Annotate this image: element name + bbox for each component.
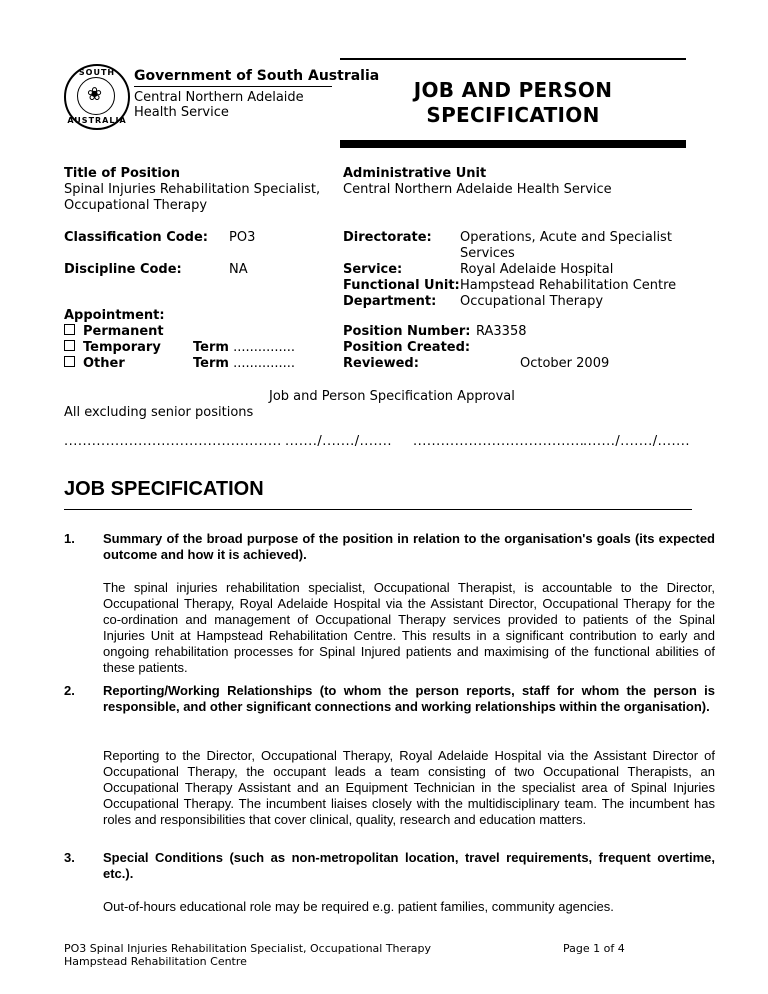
agency-line-1: Central Northern Adelaide [134, 90, 304, 105]
appointment-temporary[interactable] [64, 340, 161, 356]
other-checkbox[interactable] [64, 356, 75, 367]
position-title-block [64, 166, 320, 214]
other-label: Other [83, 356, 125, 371]
other-term-dots: ............... [233, 356, 296, 371]
document-title-line-2: SPECIFICATION [426, 103, 600, 127]
item-1-answer: The spinal injuries rehabilitation specialist, Occupational Therapist, is accountable to the Director, Occupational Therapy, Royal Adelaide Hospital via the Assistant Director, Occupational Therapy for the co-ordination and management of Occupational Therapy services provided to patients of the Spinal Injuries Unit at Hampstead Rehabilitation Centre. This results in a significant contribution to early and ongoing rehabilitation processes for Spinal Injured patients and maximising of the functional abilities of these patients. [103, 580, 715, 675]
approval-subheading: All excluding senior positions [64, 405, 254, 420]
footer-line-2: Hampstead Rehabilitation Centre [64, 955, 247, 968]
functional-unit-label: Functional Unit: [343, 278, 460, 293]
item-3-question: Special Conditions (such as non-metropolitan location, travel requirements, frequent overtime, etc.). [103, 850, 715, 881]
directorate-value [460, 230, 672, 262]
position-title-label: Title of Position [64, 166, 180, 181]
admin-unit-value: Central Northern Adelaide Health Service [343, 182, 612, 197]
classification-label: Classification Code: [64, 230, 208, 245]
directorate-value-2: Services [460, 246, 515, 261]
discipline-label: Discipline Code: [64, 262, 182, 277]
date-line-2: ......./......./....... [583, 434, 691, 449]
temporary-term-dots: ............... [233, 340, 296, 355]
item-1-question: Summary of the broad purpose of the position in relation to the organisation's goals (its expected outcome and how it is achieved). [103, 531, 715, 562]
page-number: Page 1 of 4 [563, 942, 625, 955]
item-3-answer: Out-of-hours educational role may be required e.g. patient families, community agencies. [103, 899, 614, 914]
signature-line-1: ............................................... [64, 434, 282, 449]
position-title-value-1: Spinal Injuries Rehabilitation Specialist, [64, 182, 321, 197]
directorate-value-1: Operations, Acute and Specialist [460, 230, 672, 245]
item-2-answer: Reporting to the Director, Occupational Therapy, Royal Adelaide Hospital via the Assistant Director of Occupational Therapy, the occupant leads a team consisting of two Occupational Therapists, an Occupational Therapy Assistant and an Equipment Technician in the specialist area of Spinal Injuries Occupational Therapy. The incumbent liaises closely with the multidisciplinary team. The incumbent has roles and responsibilities that cover clinical, quality, research and education matters. [103, 748, 715, 827]
item-2-question: Reporting/Working Relationships (to whom the person reports, staff for whom the person is responsible, and other significant connections and working relationships within the organisation). [103, 683, 715, 714]
position-number-value: RA3358 [476, 324, 527, 339]
service-value: Royal Adelaide Hospital [460, 262, 614, 277]
other-term [193, 356, 295, 372]
permanent-label: Permanent [83, 324, 164, 339]
agency-line-2: Health Service [134, 105, 229, 120]
directorate-label: Directorate: [343, 230, 432, 245]
seal-top-text: SOUTH [78, 68, 116, 77]
piping-shrike-icon: ❀ [87, 84, 103, 105]
item-3-number: 3. [64, 850, 75, 865]
service-label: Service: [343, 262, 403, 277]
approval-heading: Job and Person Specification Approval [269, 389, 515, 404]
other-term-label: Term [193, 356, 229, 371]
page-footer [64, 942, 431, 968]
signature-line-2: ..................................... [413, 434, 585, 449]
position-number-label: Position Number: [343, 324, 471, 339]
document-title [340, 78, 686, 128]
temporary-label: Temporary [83, 340, 161, 355]
temporary-term-label: Term [193, 340, 229, 355]
date-line-1: ......./......./....... [285, 434, 393, 449]
agency-name [134, 90, 304, 120]
department-value: Occupational Therapy [460, 294, 604, 309]
seal-bottom-text: AUSTRALIA [67, 116, 127, 125]
appointment-permanent[interactable] [64, 324, 164, 340]
item-2-number: 2. [64, 683, 75, 698]
appointment-label: Appointment: [64, 308, 165, 323]
position-created-label: Position Created: [343, 340, 471, 355]
job-spec-title: JOB SPECIFICATION [64, 478, 264, 500]
government-underline [134, 86, 332, 87]
department-label: Department: [343, 294, 437, 309]
title-bottom-rule [340, 140, 686, 148]
government-name: Government of South Australia [134, 68, 380, 84]
job-spec-rule [64, 509, 692, 510]
temporary-checkbox[interactable] [64, 340, 75, 351]
admin-unit-block [343, 166, 612, 198]
temporary-term [193, 340, 295, 356]
item-1-number: 1. [64, 531, 75, 546]
discipline-value: NA [229, 262, 248, 277]
reviewed-label: Reviewed: [343, 356, 419, 371]
footer-line-1: PO3 Spinal Injuries Rehabilitation Specialist, Occupational Therapy [64, 942, 432, 955]
admin-unit-label: Administrative Unit [343, 166, 487, 181]
document-title-line-1: JOB AND PERSON [413, 78, 613, 102]
sa-government-seal [64, 64, 130, 130]
permanent-checkbox[interactable] [64, 324, 75, 335]
title-top-rule [340, 58, 686, 60]
functional-unit-value: Hampstead Rehabilitation Centre [460, 278, 677, 293]
reviewed-value: October 2009 [520, 356, 610, 371]
classification-value: PO3 [229, 230, 256, 245]
appointment-other[interactable] [64, 356, 125, 372]
position-title-value-2: Occupational Therapy [64, 198, 208, 213]
